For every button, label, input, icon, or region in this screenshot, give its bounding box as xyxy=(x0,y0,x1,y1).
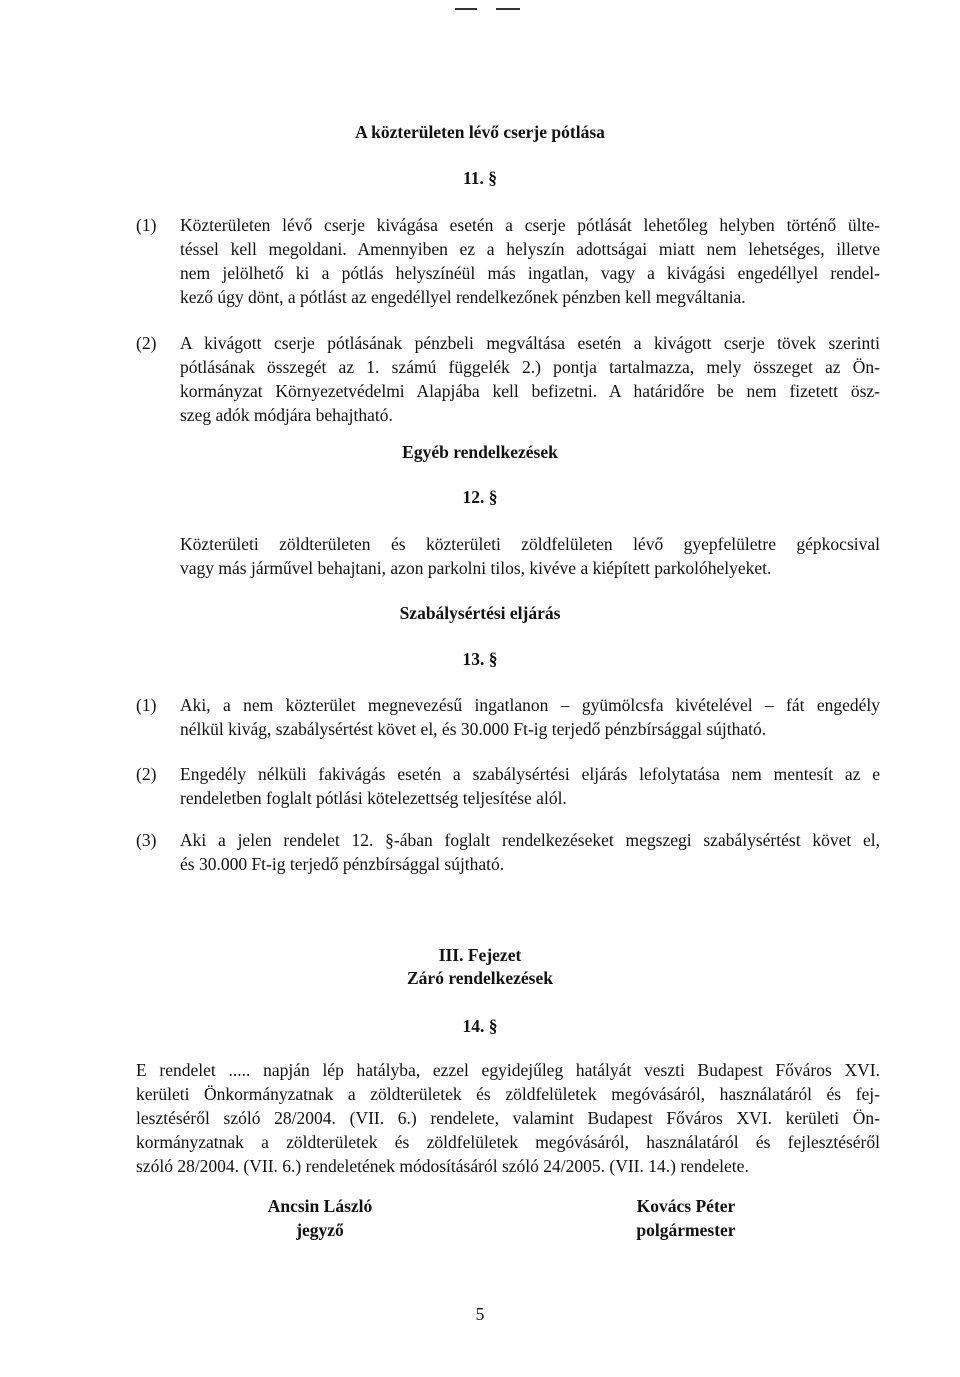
text-line: téssel kell megoldani. Amennyiben ez a helyszín adottságai miatt nem lehetséges, illetve xyxy=(180,239,880,259)
text-line: Engedély nélküli fakivágás esetén a szabálysértési eljárás lefolytatása nem mentesít az e xyxy=(180,764,880,784)
text-line: Közterületi zöldterületen és közterületi zöldfelületen lévő gyepfelületre gépkocsival xyxy=(180,534,880,554)
paragraph-14-text xyxy=(136,1058,880,1178)
subparagraph-label: (2) xyxy=(136,333,157,353)
subparagraph-label: (2) xyxy=(136,764,157,784)
scan-edge-mark xyxy=(496,8,520,10)
page-number: 5 xyxy=(475,1304,485,1324)
signer-title: polgármester xyxy=(636,1220,736,1240)
subparagraph-13-3 xyxy=(180,828,880,876)
other-provisions-heading: Egyéb rendelkezések xyxy=(402,442,558,462)
subparagraph-13-2 xyxy=(180,762,880,810)
subparagraph-label: (1) xyxy=(136,695,157,715)
text-line: és 30.000 Ft-ig terjedő pénzbírsággal sújtható. xyxy=(180,854,505,874)
text-line: E rendelet ..... napján lép hatályba, ezzel egyidejűleg hatályát veszti Budapest Főváros XVI. xyxy=(136,1060,880,1080)
paragraph-number-12: 12. § xyxy=(462,487,498,507)
subparagraph-11-1 xyxy=(180,213,880,309)
text-line: kormányzatnak a zöldterületek és zöldfelületek megóvásáról, használatáról és fejlesztéséről xyxy=(136,1132,880,1152)
text-line: nem jelölhető ki a pótlás helyszínéül más ingatlan, vagy a kivágási engedéllyel rendel- xyxy=(180,263,880,283)
text-line: nélkül kivág, szabálysértést követ el, és 30.000 Ft-ig terjedő pénzbírsággal sújtható. xyxy=(180,719,767,739)
signature-notary xyxy=(230,1194,410,1242)
text-line: kerületi Önkormányzatnak a zöldterületek és zöldfelületek megóvásáról, használatáról és fej- xyxy=(136,1084,880,1104)
text-line: vagy más járművel behajtani, azon parkolni tilos, kivéve a kiépített parkolóhelyeket. xyxy=(180,558,772,578)
text-line: kormányzat Környezetvédelmi Alapjába kell befizetni. A határidőre be nem fizetett ösz- xyxy=(180,381,880,401)
scan-edge-mark xyxy=(455,8,477,10)
subparagraph-11-2 xyxy=(180,331,880,427)
paragraph-number-11: 11. § xyxy=(462,168,498,188)
text-line: szóló 28/2004. (VII. 6.) rendeletének módosításáról szóló 24/2005. (VII. 14.) rendelete. xyxy=(136,1156,749,1176)
signer-name: Ancsin László xyxy=(267,1196,373,1216)
section-heading: A közterületen lévő cserje pótlása xyxy=(355,122,605,142)
text-line: rendeletben foglalt pótlási kötelezettség teljesítése alól. xyxy=(180,788,567,808)
text-line: szeg adók módjára behajtható. xyxy=(180,405,393,425)
text-line: Aki, a nem közterület megnevezésű ingatlanon – gyümölcsfa kivételével – fát engedély xyxy=(180,695,880,715)
text-line: pótlásának összegét az 1. számú függelék 2.) pontja tartalmazza, mely összeget az Ön- xyxy=(180,357,880,377)
text-line: Közterületen lévő cserje kivágása esetén a cserje pótlását lehetőleg helyben történő ülte- xyxy=(180,215,880,235)
text-line: A kivágott cserje pótlásának pénzbeli megváltása esetén a kivágott cserje tövek szerinti xyxy=(180,333,880,353)
signature-mayor xyxy=(596,1194,776,1242)
paragraph-number-13: 13. § xyxy=(462,649,498,669)
offense-procedure-heading: Szabálysértési eljárás xyxy=(399,603,561,623)
text-line: Aki a jelen rendelet 12. §-ában foglalt rendelkezéseket megszegi szabálysértést követ el, xyxy=(180,830,880,850)
signer-name: Kovács Péter xyxy=(636,1196,736,1216)
subparagraph-13-1 xyxy=(180,693,880,741)
subparagraph-label: (1) xyxy=(136,215,157,235)
chapter-subtitle: Záró rendelkezések xyxy=(407,968,553,988)
chapter-title: III. Fejezet xyxy=(438,945,522,965)
text-line: lesztéséről szóló 28/2004. (VII. 6.) rendelete, valamint Budapest Főváros XVI. kerületi Ön- xyxy=(136,1108,880,1128)
subparagraph-label: (3) xyxy=(136,830,157,850)
text-line: kező úgy dönt, a pótlást az engedéllyel rendelkezőnek pénzben kell megváltania. xyxy=(180,287,746,307)
paragraph-12-text xyxy=(180,532,880,580)
paragraph-number-14: 14. § xyxy=(462,1016,498,1036)
signer-title: jegyző xyxy=(296,1220,344,1240)
